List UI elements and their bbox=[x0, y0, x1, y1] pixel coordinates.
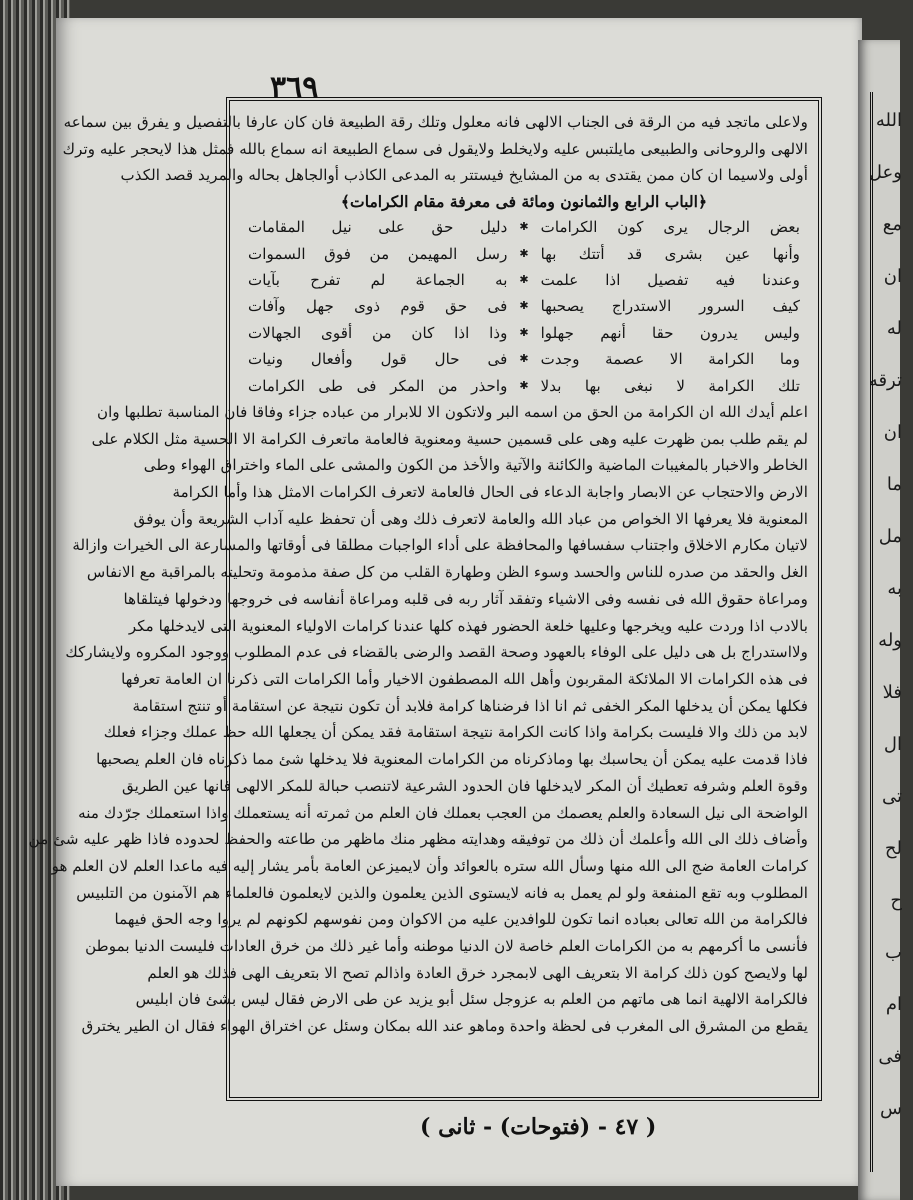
verse-line bbox=[240, 267, 808, 293]
text-line: يقطع من المشرق الى المغرب فى لحظة واحدة وماهو عند الله بمكان وسئل عن اختراق الهواء فقال ان الطير يخترق bbox=[81, 1017, 808, 1036]
text-frame bbox=[28, 97, 822, 1101]
text-line: أولى ولاسيما ان كان ممن يقتدى به من المشايخ فيستتر به المدعى الكاذب أوالجاهل بحاله والمريد قصد الكذب bbox=[120, 166, 808, 185]
text-line: اعلم أيدك الله ان الكرامة من الحق من اسمه البر ولاتكون الا للابرار من عباده جزاء وفاقا فان المناسبة تطلبها وان bbox=[96, 402, 808, 421]
next-page-fragment: فلا bbox=[882, 682, 902, 703]
text-line: ومراعاة حقوق الله فى نفسه وفى الاشياء وتفقد آثار ربه فى قلبه ومراعاة أنفاسه فى خروجها ودخولها فيتلقاها bbox=[123, 589, 808, 608]
next-page-fragment: ح bbox=[890, 890, 902, 911]
text-line: الخاطر والاخبار بالمغيبات الماضية والكائنة والآتية والأخذ من الكون والمشى على الماء واختراق الهواء وطى bbox=[143, 456, 808, 475]
next-page-fragment: ب bbox=[885, 942, 902, 963]
verse-separator-star-icon: ✱ bbox=[519, 299, 529, 313]
verse-second-hemistich: واحذر من المكر فى طى الكرامات bbox=[248, 376, 508, 395]
text-line: وقوة العلم وشرفه تعطيك أن المكر لايدخلها فان الحدود الشرعية لاتنصب حبالة للمكر الالهى فانها عين الطريق bbox=[121, 776, 808, 795]
text-line: الغل والحقد من صدره للناس والحسد وسوء الظن وطهارة القلب من كل صفة مذمومة وتحليته بالمراقبة مع الانفاس bbox=[86, 563, 808, 582]
verse-separator-star-icon: ✱ bbox=[519, 272, 529, 286]
next-page-fragment: تى bbox=[881, 786, 902, 807]
text-line: لها ولايصح كون ذلك كرامة الا بتعريف الهى لابمجرد خرق العادة واذالم تصح الا بتعريف الهى فذلك هو العلم bbox=[147, 963, 808, 982]
verse-first-hemistich: وعندنا فيه تفصيل اذا علمت bbox=[540, 270, 800, 289]
verse-first-hemistich: تلك الكرامة لا نبغى بها بدلا bbox=[540, 376, 800, 395]
verse-line bbox=[240, 346, 808, 372]
verse-line bbox=[240, 293, 808, 319]
next-page-fragment: س bbox=[880, 1098, 902, 1119]
text-line: الالهى والروحانى والطبيعى مايلتبس عليه ولايخلط ولايقول فى سماع الطبيعة انه سماع بالله فمثل هذا لايحجر عليه وترك bbox=[62, 139, 808, 158]
next-page-fragment: لح bbox=[884, 838, 902, 859]
next-page-fragment: وله bbox=[878, 630, 902, 651]
next-page-fragment: ام bbox=[885, 994, 902, 1015]
body-paragraph bbox=[28, 399, 808, 1040]
verse-second-hemistich: دليل حق على نيل المقامات bbox=[248, 218, 508, 237]
verse-second-hemistich: فى حال قول وأفعال ونيات bbox=[248, 350, 508, 369]
next-page-fragment: به bbox=[887, 578, 902, 599]
text-line: الواضحة الى نيل السعادة والعلم يعصمك من العجب بعملك فان العلم من ثمرته أنه يستعملك واذا استعملك جرّدك منه bbox=[78, 803, 808, 822]
text-line: المعنوية فلا يعرفها الا الخواص من عباد الله والعامة لاتعرف ذلك وهى أن تحفظ عليه آداب الشريعة وأن يوفق bbox=[133, 509, 808, 528]
text-block bbox=[28, 101, 818, 1097]
text-line: فاذا قدمت عليه يمكن أن يحاسبك بها وماذكرناه من الكرامات المعنوية فلا يدخلها شئ مما ذكرناه فان العلم يصحبها bbox=[96, 750, 808, 769]
text-line: فى هذه الكرامات الا الملائكة المقربون وأهل الله المصطفون الاخيار وأما الكرامات التى ذكرنا ان العامة تعرفها bbox=[121, 669, 808, 688]
verse-first-hemistich: وأنها عين بشرى قد أتتك بها bbox=[540, 244, 800, 263]
intro-paragraph bbox=[62, 109, 808, 189]
verse-separator-star-icon: ✱ bbox=[519, 352, 529, 366]
next-page-fragment: مل bbox=[878, 526, 902, 547]
next-page-fragment: له bbox=[886, 318, 902, 339]
text-line: لاتيان مكارم الاخلاق واجتناب سفسافها والمحافظة على أداء الواجبات مطلقا فى أوقاتها والمسارعة الى الخيرات وازالة bbox=[72, 536, 808, 555]
next-page-fragment: الله bbox=[875, 110, 902, 131]
next-page-fragment: ترقه bbox=[868, 370, 902, 391]
verse-separator-star-icon: ✱ bbox=[519, 325, 529, 339]
text-line: وأضاف ذلك الى الله وأعلمك أن ذلك من توفيقه وهدايته مظهر منك ماظهر من طاعته والحفظ لحدوده فاذا ظهر عليه شئ من bbox=[28, 830, 808, 849]
verse-first-hemistich: كيف السرور الاستدراج يصحبها bbox=[540, 297, 800, 316]
next-page-fragment: ما bbox=[886, 474, 902, 495]
next-page-fragment: مع bbox=[882, 214, 902, 235]
text-line: كرامات العامة ضج الى الله منها وسأل الله ستره بالعوائد وأن لايميزعن العامة بأمر يشار إليه فيه ماعدا العلم لان العلم هو bbox=[51, 856, 808, 875]
text-line: فالكرامة من الله تعالى بعباده انما تكون للوافدين عليه من الاكوان ومن نفوسهم لكونهم لم يروا وجه الحق فيهما bbox=[114, 910, 808, 929]
page-number: ٣٦٩ bbox=[270, 70, 319, 105]
chapter-heading: ﴿الباب الرابع والثمانون ومائة فى معرفة مقام الكرامات﴾ bbox=[340, 192, 708, 212]
text-line: ولااستدراج بل هى دليل على الوفاء بالعهود وصحة القصد والرضى بالقضاء فى عدم المطلوب ووجود المكروه ولايشاركك bbox=[65, 643, 808, 662]
text-line: فالكرامة الالهية انما هى ماتهم من العلم به عزوجل سئل أبو يزيد عن طى الارض فقال ليس بشئ فان ابليس bbox=[135, 990, 808, 1009]
verse-first-hemistich: وليس يدرون حقا أنهم جهلوا bbox=[540, 323, 800, 342]
text-line: فكلها يمكن أن يدخلها المكر الخفى ثم انا اذا فرضناها كرامة فلابد أن تكون نتيجة عن استقامة أو تنتج استقامة bbox=[132, 696, 808, 715]
verse-second-hemistich: رسل المهيمن من فوق السموات bbox=[248, 244, 508, 263]
verse-separator-star-icon: ✱ bbox=[519, 378, 529, 392]
text-line: ولاعلى ماتجد فيه من الرقة فى الجناب الالهى فانه معلول وتلك رقة الطبيعة فان كان عارفا بالتفصيل و يفرق بين سماعه bbox=[63, 113, 808, 131]
next-page-fragment: ان bbox=[883, 422, 902, 443]
text-line: المطلوب وبه تقع المنفعة ولو لم يعمل به فانه لايستوى الذين يعلمون والذين لايعلمون فالعلماء هم الآمنون من التلبيس bbox=[76, 883, 808, 902]
verse-second-hemistich: وذا اذا كان من أقوى الجهالات bbox=[248, 323, 508, 342]
next-page-fragment: ال bbox=[883, 734, 902, 755]
next-page-fragment: ان bbox=[883, 266, 902, 287]
text-line: لابد من ذلك والا فليست بكرامة واذا كانت الكرامة نتيجة استقامة فقد يمكن أن يجعلها الله حظ عملك وجزاء فعلك bbox=[103, 723, 808, 742]
text-line: لم يقم طلب بمن ظهرت عليه وهى على قسمين حسية ومعنوية فالعامة ماتعرف الكرامة الا الحسية مثل الكلام على bbox=[91, 429, 808, 448]
text-line: فأنسى ما أكرمهم به من الكرامات العلم خاصة لان الدنيا موطنه وأما غير ذلك من خرق العادات فليست الدنيا بموطن bbox=[85, 937, 808, 956]
page-footer: ( ٤٧ - (فتوحات) - ثانى ) bbox=[420, 1114, 657, 1140]
verse-line bbox=[240, 320, 808, 346]
poem bbox=[240, 214, 808, 399]
verse-first-hemistich: وما الكرامة الا عصمة وجدت bbox=[540, 350, 800, 369]
verse-separator-star-icon: ✱ bbox=[519, 220, 529, 234]
next-page-fragment: فى bbox=[878, 1046, 902, 1067]
verse-separator-star-icon: ✱ bbox=[519, 246, 529, 260]
next-page-frame bbox=[870, 92, 913, 1172]
verse-second-hemistich: فى حق قوم ذوى جهل وآفات bbox=[248, 297, 508, 316]
verse-line bbox=[240, 373, 808, 399]
text-line: بالادب اذا وردت عليه ويخرجها وعليها خلعة الحضور فهذه كلها عندنا كرامات الاولياء المعنوية التى لايدخلها مكر bbox=[128, 616, 808, 635]
verse-line bbox=[240, 241, 808, 267]
next-page-fragment: وعل bbox=[868, 162, 902, 183]
verse-first-hemistich: بعض الرجال يرى كون الكرامات bbox=[540, 218, 800, 237]
text-line: الارض والاحتجاب عن الابصار واجابة الدعاء فى الحال فالعامة لاتعرف الكرامات الامثل هذا وأما الكرامة bbox=[172, 483, 808, 502]
verse-line bbox=[240, 214, 808, 240]
verse-second-hemistich: به الجماعة لم تفرح بآيات bbox=[248, 270, 508, 289]
